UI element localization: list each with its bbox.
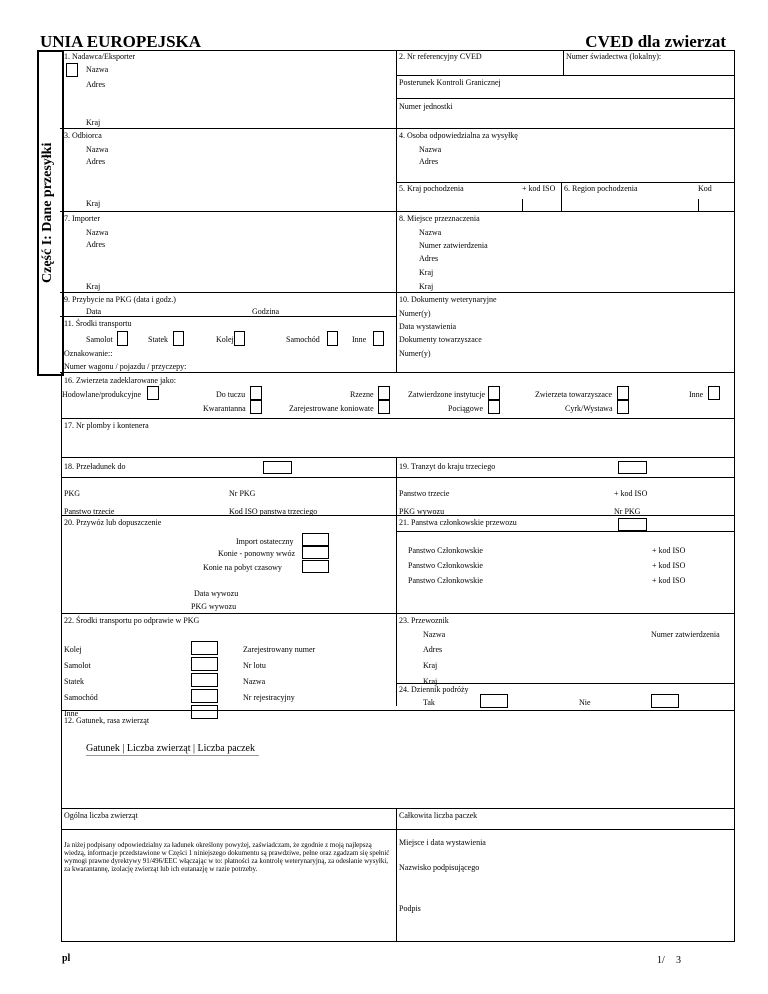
s22-type-2: Statek — [64, 677, 84, 686]
s16-do-tuczu: Do tuczu — [216, 390, 246, 399]
s2-label: 2. Nr referencyjny CVED — [399, 52, 482, 61]
s17-bottom — [61, 457, 735, 458]
s2-divider — [563, 50, 564, 75]
s22-box-2[interactable] — [191, 673, 218, 687]
header-left-title: UNIA EUROPEJSKA — [40, 32, 202, 51]
s18-nr-pkg: Nr PKG — [229, 489, 256, 498]
s22-type-3: Samochód — [64, 693, 98, 702]
s24-label: 24. Dziennik podróży — [399, 685, 469, 694]
s1-kraj: Kraj — [86, 118, 101, 127]
s21-row-0: Panstwo Członkowskie — [408, 546, 483, 555]
s3-nazwa: Nazwa — [86, 145, 109, 154]
s24-tak-box[interactable] — [480, 694, 508, 708]
s16-rzezne: Rzezne — [350, 390, 374, 399]
s21-iso-0: + kod ISO — [652, 546, 686, 555]
s12-label: 12. Gatunek, rasa zwierząt — [64, 716, 150, 725]
s12-col-gatunek: Gatunek — [86, 743, 120, 754]
s20-konie-pon-box[interactable] — [302, 546, 329, 559]
s12-bottom — [61, 808, 735, 809]
s5-divider — [561, 182, 562, 211]
s11-label: 11. Środki transportu — [64, 319, 132, 328]
s3-label: 3. Odbiorca — [64, 131, 102, 140]
s22-type-0: Kolej — [64, 645, 82, 654]
s21-row-1: Panstwo Członkowskie — [408, 561, 483, 570]
s24-nie-box[interactable] — [651, 694, 679, 708]
s22-box-1[interactable] — [191, 657, 218, 671]
s10-numer2: Numer(y) — [399, 349, 431, 358]
s23-bottom — [396, 683, 735, 684]
s18-label: 18. Przeładunek do — [64, 462, 126, 471]
s16-cyrk: Cyrk/Wystawa — [565, 404, 613, 413]
s20-konie-czas: Konie na pobyt czasowy — [203, 563, 282, 572]
s4-nazwa: Nazwa — [419, 145, 442, 154]
s7-bottom — [60, 292, 735, 293]
s8-adres: Adres — [419, 254, 439, 263]
s17-label: 17. Nr plomby i kontenera — [64, 421, 149, 430]
totals-bottom — [61, 829, 735, 830]
sign-signature: Podpis — [399, 904, 421, 913]
s2-line2 — [396, 98, 735, 99]
s19-label: 19. Tranzyt do kraju trzeciego — [399, 462, 496, 471]
s6-kod: Kod — [698, 184, 712, 193]
s22-box-3[interactable] — [191, 689, 218, 703]
s21-line — [396, 531, 735, 532]
s4-label: 4. Osoba odpowiedzialna za wysyłkę — [399, 131, 518, 140]
s4-adres: Adres — [419, 157, 439, 166]
s23-nazwa: Nazwa — [423, 630, 446, 639]
s16-cyrk-checkbox[interactable] — [617, 400, 629, 414]
s9-label: 9. Przybycie na PKG (data i godz.) — [64, 295, 176, 304]
s1-label: 1. Nadawca/Eksporter — [64, 52, 136, 61]
s24-tak: Tak — [423, 698, 435, 707]
s10-numer: Numer(y) — [399, 309, 431, 318]
s20-import-box[interactable] — [302, 533, 329, 546]
s16-do-tuczu-checkbox[interactable] — [250, 386, 262, 400]
s20-bottom — [61, 613, 735, 614]
s23-adres: Adres — [423, 645, 443, 654]
s11-samochod-checkbox[interactable] — [327, 331, 338, 346]
s22-label: 22. Środki transportu po odprawie w PKG — [64, 616, 200, 625]
s12-table-header: Gatunek | Liczba zwierząt | Liczba paczek — [86, 743, 259, 756]
s11-inne: Inne — [352, 335, 367, 344]
s20-konie-pon: Konie - ponowny wwóz — [218, 549, 296, 558]
s20-data-wyw: Data wywozu — [194, 589, 239, 598]
s10-data-wyst: Data wystawienia — [399, 322, 457, 331]
footer-total: 3 — [676, 955, 681, 966]
s20-label: 20. Przywóz lub dopuszczenie — [64, 518, 162, 527]
s8-numer: Numer zatwierdzenia — [419, 241, 488, 250]
s16-inne-checkbox[interactable] — [708, 386, 720, 400]
s16-zatw-inst: Zatwierdzone instytucje — [408, 390, 486, 399]
side-label: Część I: Dane przesyłki — [40, 142, 55, 283]
s6-tick — [698, 199, 699, 211]
s23-kraj: Kraj — [423, 661, 438, 670]
s16-kwarantanna-checkbox[interactable] — [250, 400, 262, 414]
s19-nr-pkg: Nr PKG — [614, 507, 641, 516]
s18-panstwo: Panstwo trzecie — [64, 507, 115, 516]
s19-field[interactable] — [618, 461, 647, 474]
s16-label: 16. Zwierzeta zadeklarowane jako: — [64, 376, 176, 385]
s11-bottom — [60, 372, 735, 373]
s9-bottom — [60, 316, 397, 317]
s22-field-1: Nr lotu — [243, 661, 266, 670]
total-packages: Całkowita liczba paczek — [399, 811, 478, 820]
s2-line1 — [396, 75, 735, 76]
s2-cert-label: Numer świadectwa (lokalny): — [566, 52, 662, 61]
s18-pkg: PKG — [64, 489, 81, 498]
declaration-text: Ja niżej podpisany odpowiedzialny za ładunek określony powyżej, zaświadczam, że zgodnie z moją najlepszą wiedzą, informacje przedstawione w Części 1 niniejszego dokumentu są prawdziwe, pełne oraz zgadzam się spełnić wymogi prawne dyrektywy 91/496/EEC włączając w to: płatności za kontrolę weterynaryjną, za odesłanie wysyłki, za kwarantannę, izolację zwierząt lub ich eutanazję w razie potrzeby. — [64, 841, 390, 873]
s11-oznakowanie: Oznakowanie:: — [64, 349, 113, 358]
s11-statek: Statek — [148, 335, 168, 344]
s8-label: 8. Miejsce przeznaczenia — [399, 214, 480, 223]
s20-konie-czas-box[interactable] — [302, 560, 329, 573]
s23-label: 23. Przewoznik — [399, 616, 449, 625]
s2-post: Posterunek Kontroli Granicznej — [399, 78, 501, 87]
s10-dok-tow: Dokumenty towarzyszace — [399, 335, 482, 344]
s11-kolej: Kolej — [216, 335, 234, 344]
s22-box-0[interactable] — [191, 641, 218, 655]
s4-bottom — [396, 182, 735, 183]
s11-samolot: Samolot — [86, 335, 113, 344]
s11-samolot-checkbox[interactable] — [117, 331, 128, 346]
s22-type-4: Inne — [64, 709, 79, 718]
s16-zw-tow-checkbox[interactable] — [617, 386, 629, 400]
s18-kod-iso: Kod ISO panstwa trzeciego — [229, 507, 318, 516]
s19-pkg-wyw: PKG wywozu — [399, 507, 445, 516]
s3-bottom — [60, 211, 735, 212]
s16-hodowlane: Hodowlane/produkcyjne — [62, 390, 142, 399]
s7-label: 7. Importer — [64, 214, 100, 223]
s16-pociagowe-checkbox[interactable] — [488, 400, 500, 414]
s22-box-4[interactable] — [191, 705, 218, 719]
s1-checkbox[interactable] — [66, 63, 78, 77]
s10-label: 10. Dokumenty weterynaryjne — [399, 295, 497, 304]
s21-iso-1: + kod ISO — [652, 561, 686, 570]
s24-bottom — [61, 710, 735, 711]
footer-page: 1/ — [657, 955, 665, 966]
s6-label: 6. Region pochodzenia — [564, 184, 638, 193]
s7-kraj: Kraj — [86, 282, 101, 291]
frame-bottom — [61, 941, 735, 942]
s22-field-2: Nazwa — [243, 677, 266, 686]
s19-iso: + kod ISO — [614, 489, 648, 498]
s1-adres: Adres — [86, 80, 106, 89]
s7-adres: Adres — [86, 240, 106, 249]
s23-kraj2: Kraj — [423, 677, 438, 686]
s21-row-2: Panstwo Członkowskie — [408, 576, 483, 585]
total-animals: Ogólna liczba zwierząt — [64, 811, 138, 820]
s22-field-3: Nr rejestracyjny — [243, 693, 295, 702]
s19-panstwo: Panstwo trzecie — [399, 489, 450, 498]
s24-nie: Nie — [579, 698, 591, 707]
s11-samochod: Samochód — [286, 335, 320, 344]
s16-zarej-kon: Zarejestrowane koniowate — [289, 404, 374, 413]
s16-zarej-kon-checkbox[interactable] — [378, 400, 390, 414]
s19-bottom — [61, 515, 735, 516]
s5-iso: + kod ISO — [522, 184, 556, 193]
s16-pociagowe: Pociągowe — [448, 404, 484, 413]
s9-data: Data — [86, 307, 102, 316]
s12-col-liczba-zwierzat: Liczba zwierząt — [126, 743, 191, 754]
s5-tick — [522, 199, 523, 211]
s16-inne: Inne — [689, 390, 704, 399]
s1-nazwa: Nazwa — [86, 65, 109, 74]
s2-unit: Numer jednostki — [399, 102, 453, 111]
s16-rzezne-checkbox[interactable] — [378, 386, 390, 400]
s1-bottom-line — [60, 128, 397, 129]
s3-adres: Adres — [86, 157, 106, 166]
sign-place-date: Miejsce i data wystawienia — [399, 838, 486, 847]
s12-col-liczba-paczek: Liczba paczek — [197, 743, 255, 754]
s11-kolej-checkbox[interactable] — [234, 331, 245, 346]
s22-type-1: Samolot — [64, 661, 91, 670]
s22-field-0: Zarejestrowany numer — [243, 645, 316, 654]
s8-kraj2: Kraj — [419, 282, 434, 291]
s11-wagon: Numer wagonu / pojazdu / przyczepy: — [64, 362, 187, 371]
s7-nazwa: Nazwa — [86, 228, 109, 237]
s21-label: 21. Panstwa członkowskie przewozu — [399, 518, 517, 527]
s16-zw-tow: Zwierzeta towarzyszace — [535, 390, 613, 399]
s16-kwarantanna: Kwarantanna — [203, 404, 246, 413]
s23-numer: Numer zatwierdzenia — [651, 630, 720, 639]
footer-lang: pl — [62, 953, 71, 964]
s2-line3 — [396, 128, 735, 129]
s20-pkg-wyw: PKG wywozu — [191, 602, 237, 611]
s16-bottom — [61, 418, 735, 419]
s18-line — [61, 477, 735, 478]
center-divider-lower — [396, 808, 397, 941]
s21-field[interactable] — [618, 518, 647, 531]
header-right-title: CVED dla zwierzat — [585, 32, 726, 51]
s5-label: 5. Kraj pochodzenia — [399, 184, 464, 193]
s11-statek-checkbox[interactable] — [173, 331, 184, 346]
s8-kraj: Kraj — [419, 268, 434, 277]
frame-top — [60, 50, 735, 51]
s8-nazwa: Nazwa — [419, 228, 442, 237]
s18-field[interactable] — [263, 461, 292, 474]
sign-name: Nazwisko podpisującego — [399, 863, 480, 872]
s11-inne-checkbox[interactable] — [373, 331, 384, 346]
s21-iso-2: + kod ISO — [652, 576, 686, 585]
center-divider-middle — [396, 457, 397, 706]
s20-import: Import ostateczny — [236, 537, 294, 546]
s3-kraj: Kraj — [86, 199, 101, 208]
s9-godzina: Godzina — [252, 307, 280, 316]
s16-hodowlane-checkbox[interactable] — [147, 386, 159, 400]
s16-zatw-inst-checkbox[interactable] — [488, 386, 500, 400]
